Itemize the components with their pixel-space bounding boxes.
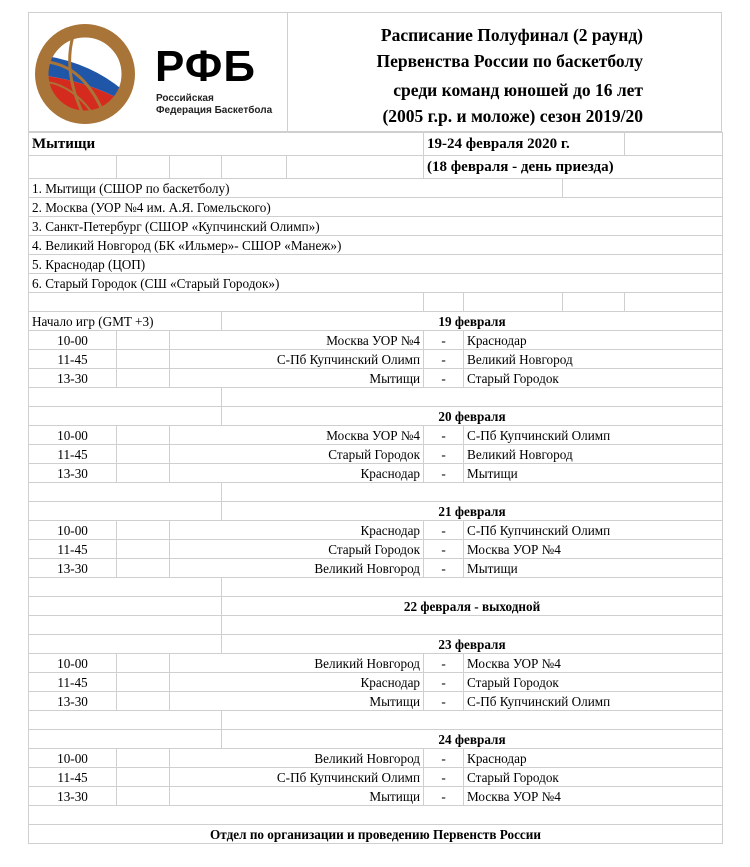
vs-dash: - [424,350,464,369]
game-time: 13-30 [29,464,117,483]
spacer-row [29,388,723,407]
start-time-label: Начало игр (GMT +3) [29,312,222,331]
day-header-row [29,407,723,426]
day-date: 24 февраля [222,730,723,749]
brand-subtitle-line2: Федерация Баскетбола [156,105,273,116]
vs-dash: - [424,331,464,350]
away-team: Москва УОР №4 [464,540,723,559]
arrival-note: (18 февраля - день приезда) [424,156,723,179]
schedule-table [28,132,723,844]
header [28,12,722,132]
spacer-row [29,616,723,635]
day-date: 20 февраля [222,407,723,426]
title-line-1: Расписание Полуфинал (2 раунд) [380,25,643,45]
event-dates: 19-24 февраля 2020 г. [424,133,625,156]
home-team: С-Пб Купчинский Олимп [170,768,424,787]
game-time: 10-00 [29,749,117,768]
vs-dash: - [424,749,464,768]
vs-dash: - [424,692,464,711]
team-5: 5. Краснодар (ЦОП) [29,255,723,274]
day-header-row [29,730,723,749]
day-header-row [29,312,723,331]
team-row [29,198,723,217]
title-line-4: (2005 г.р. и моложе) сезон 2019/20 [382,106,643,126]
home-team: Великий Новгород [170,749,424,768]
team-3: 3. Санкт-Петербург (СШОР «Купчинский Олимп») [29,217,723,236]
game-time: 10-00 [29,521,117,540]
away-team: Великий Новгород [464,445,723,464]
game-time: 11-45 [29,768,117,787]
home-team: Москва УОР №4 [170,426,424,445]
game-time: 10-00 [29,654,117,673]
day-date: 23 февраля [222,635,723,654]
vs-dash: - [424,559,464,578]
rest-day: 22 февраля - выходной [222,597,723,616]
home-team: Старый Городок [170,445,424,464]
game-time: 11-45 [29,445,117,464]
game-row [29,331,723,350]
away-team: Старый Городок [464,673,723,692]
footer-department: Отдел по организации и проведению Первенств России [29,825,723,844]
venue-row [29,133,723,156]
team-2: 2. Москва (УОР №4 им. А.Я. Гомельского) [29,198,723,217]
game-time: 13-30 [29,787,117,806]
game-row [29,464,723,483]
game-row [29,521,723,540]
team-6: 6. Старый Городок (СШ «Старый Городок») [29,274,723,293]
away-team: Старый Городок [464,768,723,787]
away-team: Великий Новгород [464,350,723,369]
rest-day-row [29,597,723,616]
day-date: 21 февраля [222,502,723,521]
game-time: 11-45 [29,540,117,559]
game-row [29,426,723,445]
game-row [29,673,723,692]
title-line-2: Первенства России по баскетболу [376,51,643,71]
away-team: Москва УОР №4 [464,654,723,673]
home-team: Мытищи [170,369,424,388]
game-time: 13-30 [29,559,117,578]
team-row [29,217,723,236]
home-team: Краснодар [170,521,424,540]
vs-dash: - [424,464,464,483]
game-time: 13-30 [29,692,117,711]
vs-dash: - [424,426,464,445]
away-team: Краснодар [464,749,723,768]
vs-dash: - [424,787,464,806]
spacer-row [29,483,723,502]
team-4: 4. Великий Новгород (БК «Ильмер»- СШОР «Манеж») [29,236,723,255]
venue-city: Мытищи [29,133,424,156]
title-line-3: среди команд юношей до 16 лет [393,80,643,100]
game-row [29,559,723,578]
game-row [29,654,723,673]
spacer-row [29,293,723,312]
arrival-row [29,156,723,179]
team-row [29,179,723,198]
game-row [29,445,723,464]
team-row [29,274,723,293]
game-row [29,369,723,388]
vs-dash: - [424,673,464,692]
spacer-row [29,578,723,597]
game-time: 11-45 [29,350,117,369]
away-team: С-Пб Купчинский Олимп [464,426,723,445]
team-row [29,236,723,255]
vs-dash: - [424,540,464,559]
vs-dash: - [424,768,464,787]
game-row [29,768,723,787]
team-row [29,255,723,274]
spacer-row [29,806,723,825]
vs-dash: - [424,521,464,540]
home-team: Мытищи [170,692,424,711]
brand-subtitle [156,93,272,117]
away-team: С-Пб Купчинский Олимп [464,521,723,540]
vs-dash: - [424,369,464,388]
away-team: Краснодар [464,331,723,350]
game-row [29,540,723,559]
away-team: Москва УОР №4 [464,787,723,806]
schedule-sheet [28,12,722,844]
document-title [288,13,721,131]
game-time: 13-30 [29,369,117,388]
home-team: С-Пб Купчинский Олимп [170,350,424,369]
game-time: 11-45 [29,673,117,692]
brand-name: РФБ [155,42,256,91]
away-team: Старый Городок [464,369,723,388]
home-team: Краснодар [170,464,424,483]
home-team: Великий Новгород [170,654,424,673]
game-time: 10-00 [29,426,117,445]
home-team: Старый Городок [170,540,424,559]
vs-dash: - [424,654,464,673]
game-time: 10-00 [29,331,117,350]
day-date: 19 февраля [222,312,723,331]
home-team: Великий Новгород [170,559,424,578]
spacer-row [29,711,723,730]
footer-row [29,825,723,844]
game-row [29,787,723,806]
home-team: Краснодар [170,673,424,692]
away-team: Мытищи [464,464,723,483]
team-1: 1. Мытищи (СШОР по баскетболу) [29,179,563,198]
vs-dash: - [424,445,464,464]
home-team: Мытищи [170,787,424,806]
game-row [29,692,723,711]
away-team: С-Пб Купчинский Олимп [464,692,723,711]
basketball-flag-emblem-icon [33,22,137,126]
brand-subtitle-line1: Российская [156,93,214,104]
home-team: Москва УОР №4 [170,331,424,350]
day-header-row [29,635,723,654]
rfb-logo [29,13,288,131]
away-team: Мытищи [464,559,723,578]
game-row [29,749,723,768]
game-row [29,350,723,369]
day-header-row [29,502,723,521]
